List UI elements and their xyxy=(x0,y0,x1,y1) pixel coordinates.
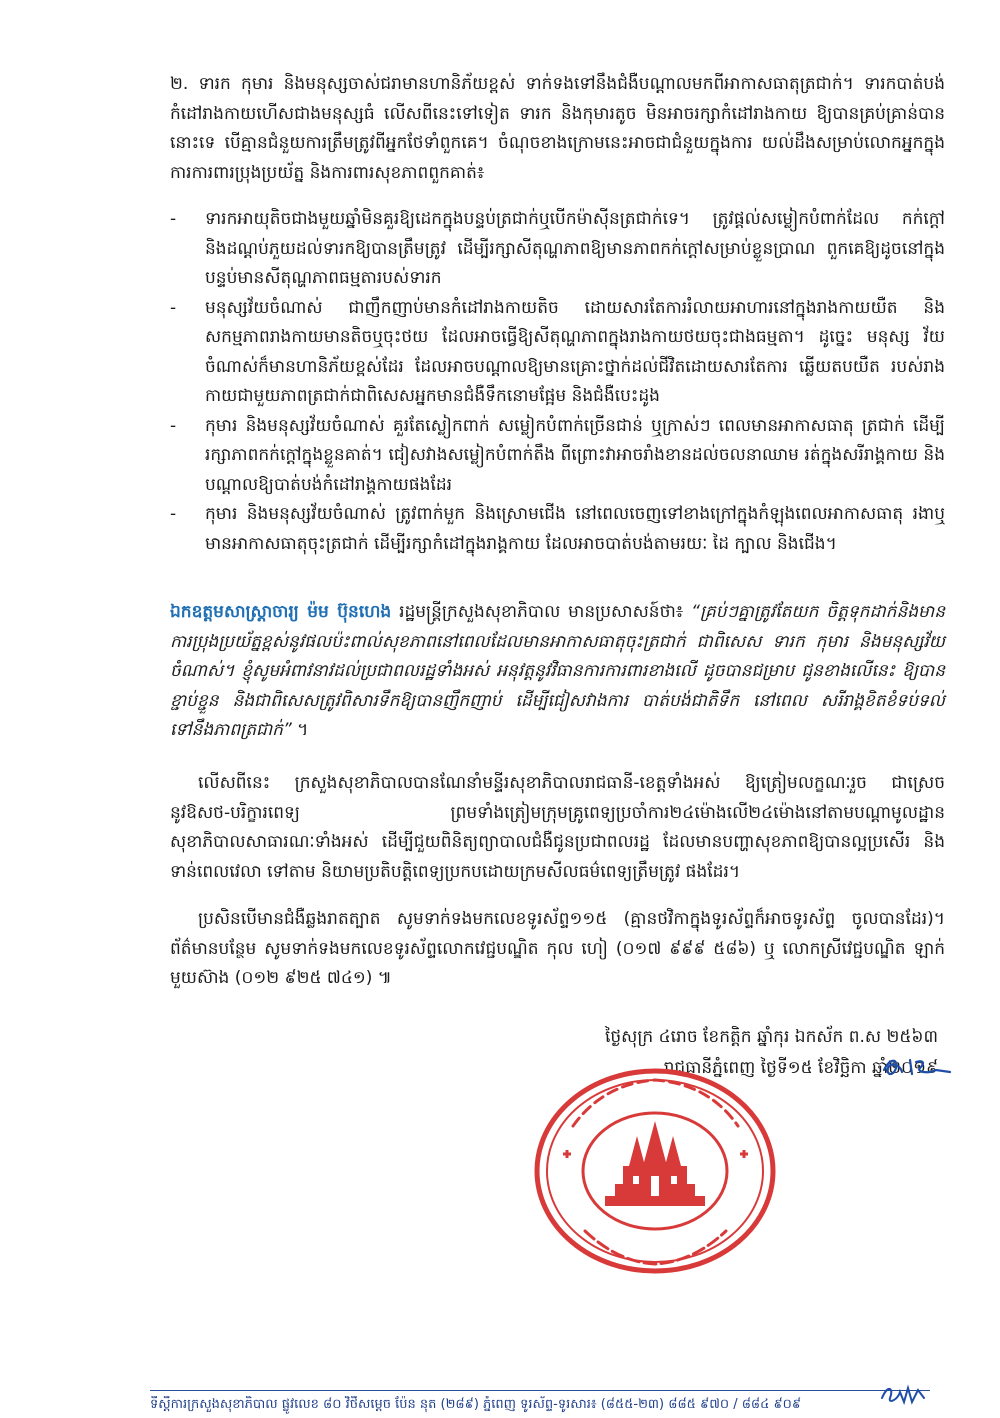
bullet-text: មនុស្សវ័យចំណាស់ ជាញឹកញាប់មានកំដៅរាងកាយតិច ដោយសារតែការរំលាយអាហារនៅក្នុងរាងកាយយឺត និង សកម្មភាពរាងកាយមានតិចឬចុះថយ ដែលអាចធ្វើឱ្យសីតុណ្ហភាពក្នុងរាងកាយថយចុះជាងធម្មតា។ ដូច្នេះ មនុស្ស វ័យចំណាស់ក៏មានហានិភ័យខ្ពស់ដែរ ដែលអាចបណ្តាលឱ្យមានគ្រោះថ្នាក់ដល់ជីវិតដោយសារតែការ ឆ្លើយតបយឺត របស់រាងកាយជាមួយភាពត្រជាក់ជាពិសេសអ្នកមានជំងឺទឹកនោមផ្អែម និងជំងឺបេះដូង xyxy=(205,297,945,406)
minister-quote xyxy=(170,598,945,746)
official-seal-icon xyxy=(533,1066,778,1276)
lunar-date: ថ្ងៃសុក្រ ៤រោច ខែកត្តិក ឆ្នាំកុរ ឯកស័ក ព.ស ២៥៦៣ xyxy=(604,1027,938,1047)
footer-address: ទីស្តីការក្រសួងសុខាភិបាល ផ្លូវលេខ ៨០ វិថីសម្តេច ប៉ែន នុត (២៨៩) ភ្នំពេញ ទូរស័ព្ទ-ទូរសារ៖ (៨៥៥-២៣) ៨៨៥ ៩៧០ / ៨៨៤ ៩០៩ xyxy=(150,1397,802,1412)
bullet-item xyxy=(170,205,945,294)
section-2-text: ២. ទារក កុមារ និងមនុស្សចាស់ជរាមានហានិភ័យខ្ពស់ ទាក់ទងទៅនឹងជំងឺបណ្តាលមកពីអាកាសធាតុត្រជាក់។ ទារកបាត់បង់ កំដៅរាងកាយហើសជាងមនុស្សធំ លើសពីនេះទៅទៀត ទារក និងកុមារតូច មិនអាចរក្សាកំដៅរាងកាយ ឱ្យបានគ្រប់គ្រាន់បាននោះទេ បើគ្មានជំនួយការត្រឹមត្រូវពីអ្នកថែទាំពួកគេ។ ចំណុចខាងក្រោមនេះអាចជាជំនួយក្នុងការ យល់ដឹងសម្រាប់លោកអ្នកក្នុង ការការពារប្រុងប្រយ័ត្ន និងការពារសុខភាពពួកគាត់៖ xyxy=(170,74,945,183)
minister-name: ឯកឧត្តមសាស្ត្រាចារ្យ ម៉ម ប៊ុនហេង xyxy=(170,602,392,622)
bullet-item xyxy=(170,412,945,501)
paragraph-contact xyxy=(170,905,945,994)
bullet-dash: - xyxy=(170,297,177,318)
quote-text: “គ្រប់ៗគ្នាត្រូវតែយក ចិត្តទុកដាក់និងមានការប្រុងប្រយ័ត្នខ្ពស់នូវផលប៉ះពាល់សុខភាពនៅពេលដែលមានអាកាសធាតុចុះត្រជាក់ ជាពិសេស ទារក កុមារ និងមនុស្សវ័យចំណាស់។ ខ្ញុំសូមអំពាវនាវដល់ប្រជាពលរដ្ឋទាំងអស់ អនុវត្តនូវវិធានការការពារខាងលើ ដូចបានជម្រាប ជូនខាងលើនេះ ឱ្យបានខ្ជាប់ខ្ជួន និងជាពិសេសត្រូវពិសារទឹកឱ្យបានញឹកញាប់ ដើម្បីជៀសវាងការ បាត់បង់ជាតិទឹក នៅពេល សរីរាង្គខិតខំទប់ទល់ទៅនឹងភាពត្រជាក់” xyxy=(170,602,945,740)
contact-text: ប្រសិនបើមានជំងឺឆ្លងរាតត្បាត សូមទាក់ទងមកលេខទូរស័ព្ទ១១៥ (គ្មានថវិកាក្នុងទូរស័ព្ទក៏អាចទូរស័ព្ទ ចូលបានដែរ)។ ព័ត៌មានបន្ថែម សូមទាក់ទងមកលេខទូរស័ព្ទលោកវេជ្ជបណ្ឌិត កុល ហៀ (០១៧ ៩៩៩ ៥៨៦) ឬ លោកស្រីវេជ្ជបណ្ឌិត ឡាក់ មួយស៊ាង (០១២ ៩២៥ ៧៤១) ៕ xyxy=(170,909,945,988)
bullet-item xyxy=(170,500,945,559)
section-2-paragraph xyxy=(170,70,945,188)
bullet-dash: - xyxy=(170,415,177,436)
bullet-dash: - xyxy=(170,504,177,524)
signature-mark-icon xyxy=(880,1052,960,1082)
preparation-text: លើសពីនេះ ក្រសួងសុខាភិបាលបានណែនាំមន្ទីរសុខាភិបាលរាជធានី-ខេត្តទាំងអស់ ឱ្យត្រៀមលក្ខណៈរួច ជាស្រេច នូវឱសថ-បរិក្ខារពេទ្យ ព្រមទាំងត្រៀមក្រុមគ្រូពេទ្យប្រចាំការ២៤ម៉ោងលើ២៤ម៉ោងនៅតាមបណ្តាមូលដ្ឋាន សុខាភិបាលសាធារណៈទាំងអស់ ដើម្បីជួយពិនិត្យព្យាបាលជំងឺជូនប្រជាពលរដ្ឋ ដែលមានបញ្ហាសុខភាពឱ្យបានល្អប្រសើរ និងទាន់ពេលវេលា ទៅតាម និយាមប្រតិបត្តិពេទ្យប្រកបដោយក្រមសីលធម៌ពេទ្យត្រឹមត្រូវ ផងដែរ។ xyxy=(170,773,945,882)
bullet-text: កុមារ និងមនុស្សវ័យចំណាស់ ត្រូវពាក់មួក និងស្រោមជើង នៅពេលចេញទៅខាងក្រៅក្នុងកំឡុងពេលអាកាសធាតុ រងាឬមានអាកាសធាតុចុះត្រជាក់ ដើម្បីរក្សាកំដៅក្នុងរាង្គកាយ ដែលអាចបាត់បង់តាមរយៈ ដៃ ក្បាល និងជើង។ xyxy=(205,504,945,554)
bullet-list xyxy=(170,205,945,559)
quote-end: ។ xyxy=(291,720,309,740)
bullet-dash: - xyxy=(170,209,177,229)
bullet-text: កុមារ និងមនុស្សវ័យចំណាស់ គួរតែស្លៀកពាក់ សម្លៀកបំពាក់ច្រើនជាន់ ឬក្រាស់ៗ ពេលមានអាកាសធាតុ ត្រជាក់ ដើម្បីរក្សាភាពកក់ក្តៅក្នុងខ្លួនគាត់។ ជៀសវាងសម្លៀកបំពាក់តឹង ពីព្រោះវាអាចរាំងខានដល់ចលនាឈាម រត់ក្នុងសរីរាង្គកាយ និងបណ្តាលឱ្យបាត់បង់កំដៅរាង្គកាយផងដែរ xyxy=(205,415,945,495)
quote-intro: រដ្ឋមន្ត្រីក្រសួងសុខាភិបាល មានប្រសាសន៍ថា៖ xyxy=(391,602,692,622)
solar-date: រាជធានីភ្នំពេញ ថ្ងៃទី១៥ ខែវិច្ឆិកា ឆ្នាំ២០១៩ xyxy=(663,1058,938,1078)
paragraph-preparation xyxy=(170,769,945,887)
bullet-text: ទារកអាយុតិចជាងមួយឆ្នាំមិនគួរឱ្យដេកក្នុងបន្ទប់ត្រជាក់ឬបើកម៉ាស៊ីនត្រជាក់ទេ។ ត្រូវផ្តល់សម្លៀកបំពាក់ដែល កក់ក្តៅ និងដណ្តប់ភួយដល់ទារកឱ្យបានត្រឹមត្រូវ ដើម្បីរក្សាសីតុណ្ហភាពឱ្យមានភាពកក់ក្តៅសម្រាប់ខ្លួនប្រាណ ពួកគេឱ្យដូចនៅក្នុងបន្ទប់មានសីតុណ្ហភាពធម្មតារបស់ទារក xyxy=(205,209,945,288)
initials-mark-icon xyxy=(878,1380,928,1406)
bullet-item xyxy=(170,294,945,412)
footer-divider xyxy=(150,1390,930,1391)
quote-paragraph xyxy=(170,598,945,746)
